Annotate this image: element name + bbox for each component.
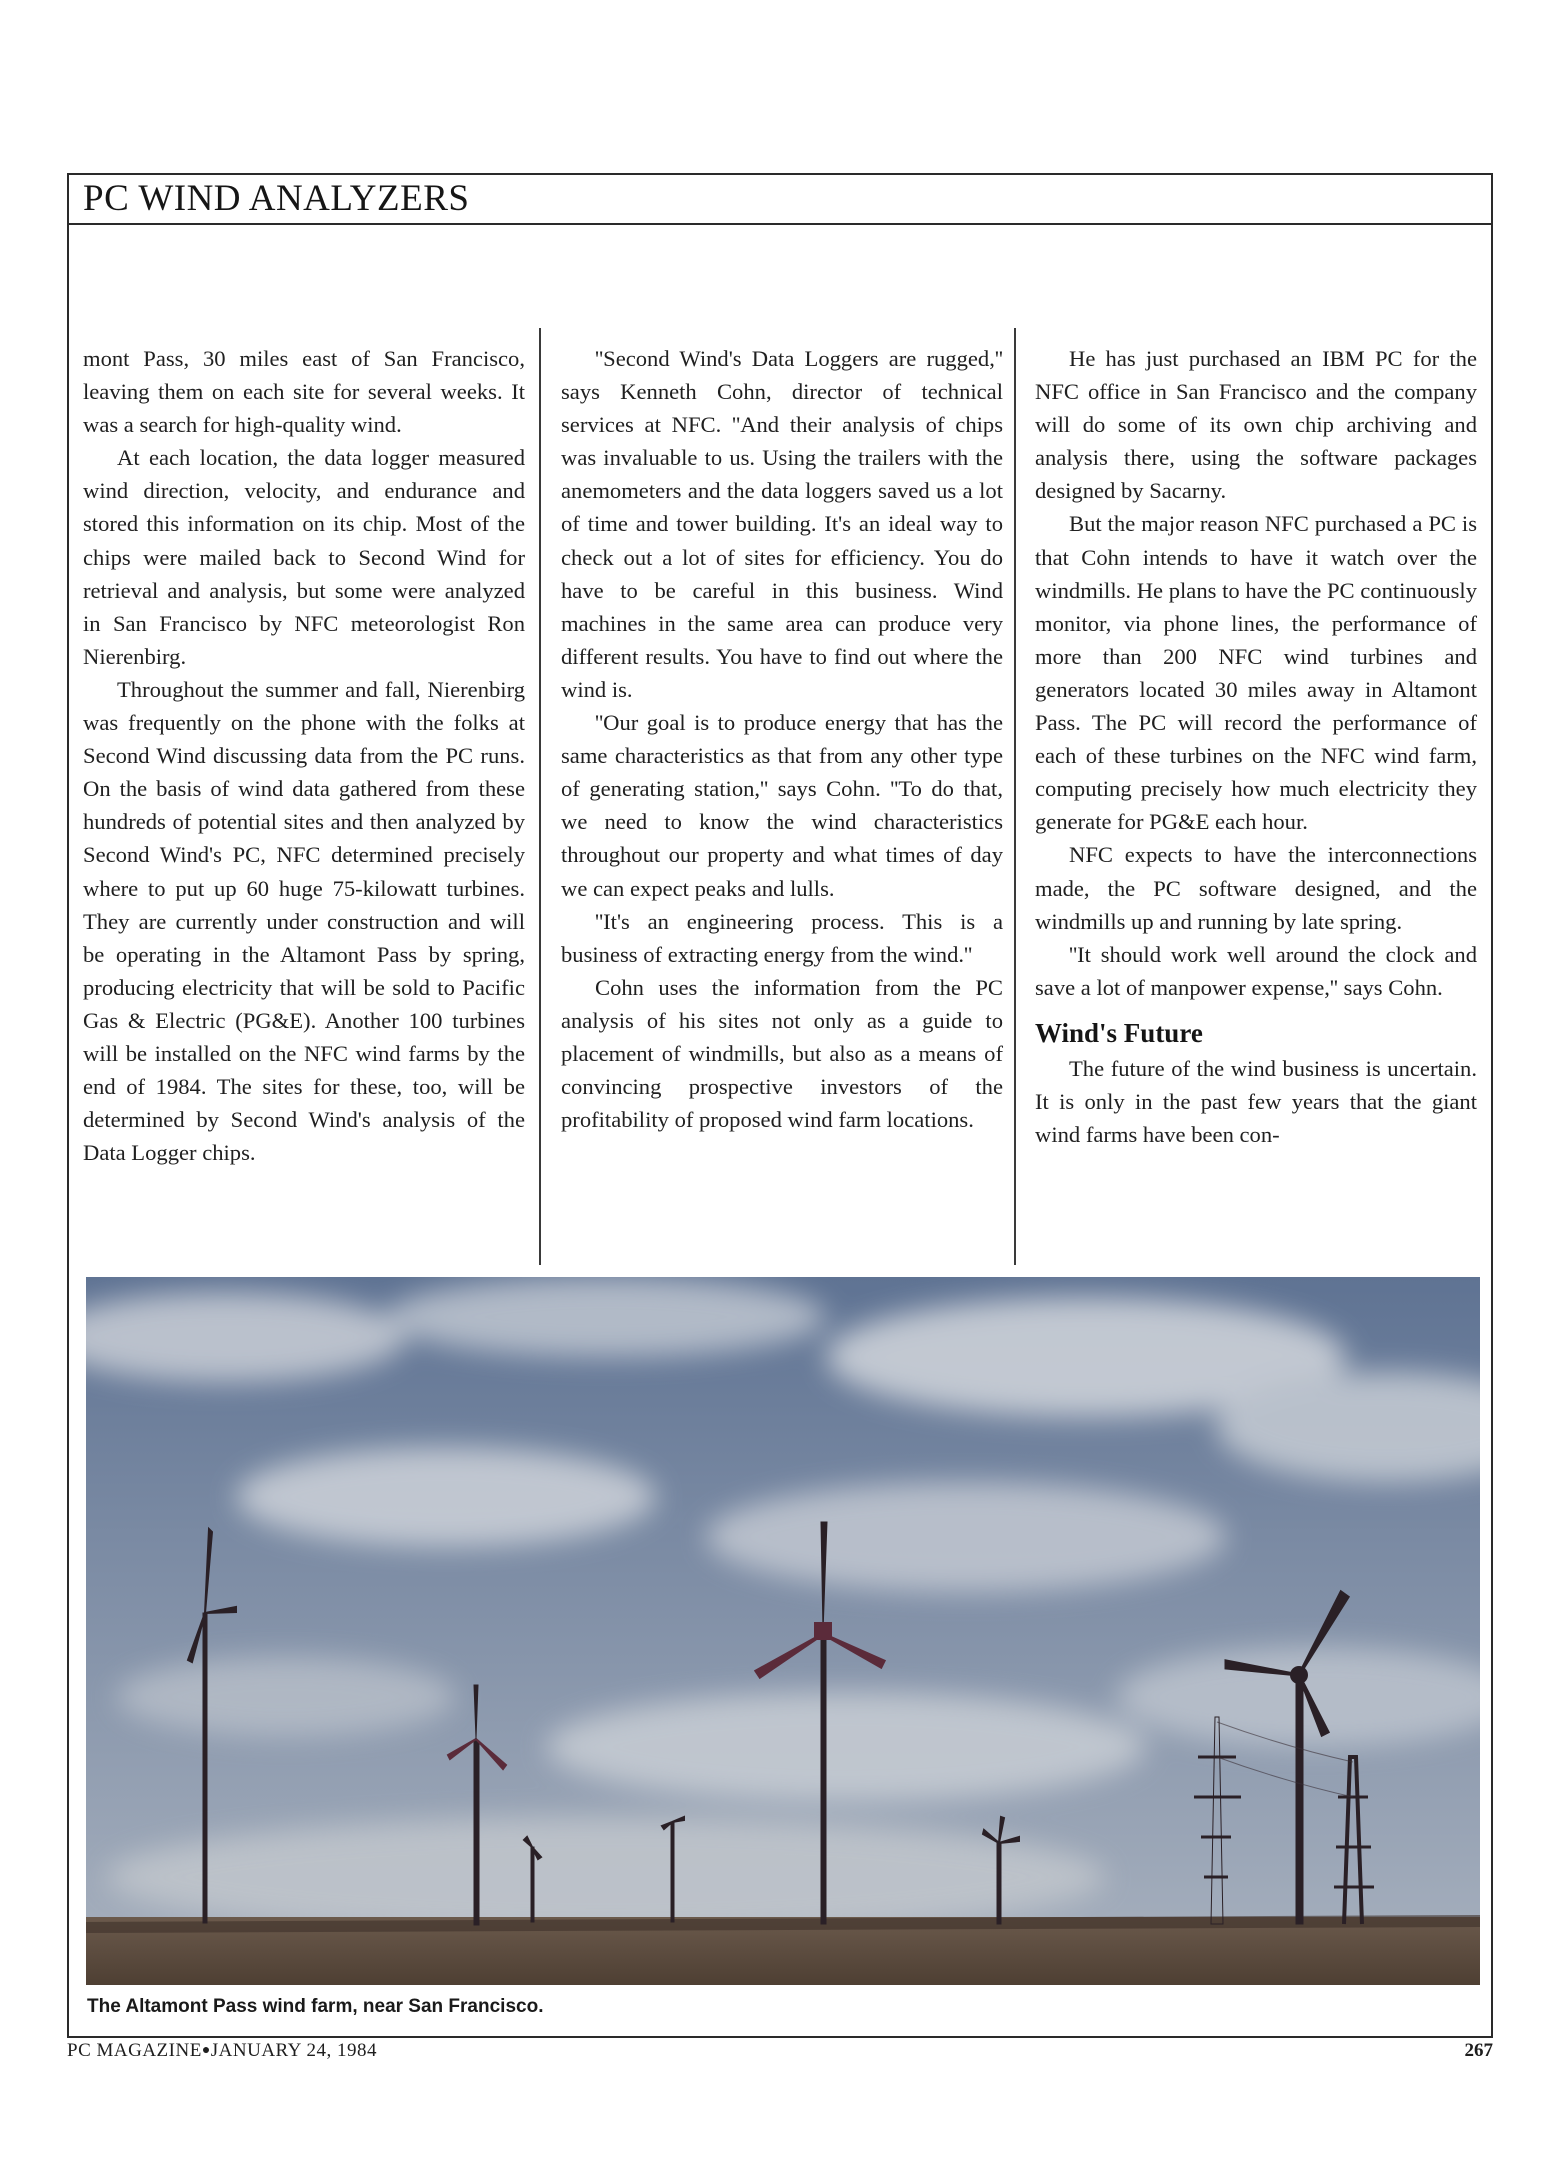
section-title: PC WIND ANALYZERS [83, 178, 470, 219]
paragraph: NFC expects to have the interconnections made, the PC software designed, and the windmills up and running by late spring. [1035, 842, 1477, 934]
section-header-bar [69, 175, 1491, 225]
paragraph: ''It's an engineering process. This is a business of extracting energy from the wind.'' [561, 908, 1003, 967]
paragraph: ''Second Wind's Data Loggers are rugged,'' says Kenneth Cohn, director of technical services at NFC. ''And their analysis of chips was invaluable to us. Using the trailers with the anemometers and the data loggers saved us a lot of time and tower building. It's an ideal way to check out a lot of sites for efficiency. You do have to be careful in this business. Wind machines in the same area can produce very different results. You have to find out where the wind is. [561, 346, 1003, 702]
paragraph: ''Our goal is to produce energy that has the same characteristics as that from any other type of generating station,'' says Cohn. ''To do that, we need to know the wind characteristics throughout our property and what times of day we can expect peaks and lulls. [561, 710, 1003, 901]
bullet-separator: ● [201, 2043, 211, 2058]
article-column-2 [561, 342, 1003, 1272]
paragraph: mont Pass, 30 miles east of San Francisco, leaving them on each site for several weeks. It was a search for high-quality wind. [83, 346, 525, 438]
footer-publication-line [67, 2040, 377, 2062]
photo-caption: The Altamont Pass wind farm, near San Francisco. [87, 1996, 544, 2017]
issue-date: JANUARY 24, 1984 [210, 2040, 377, 2061]
paragraph: The future of the wind business is uncertain. It is only in the past few years that the giant wind farms have been con- [1035, 1055, 1477, 1148]
publication-name: PC MAGAZINE [67, 2040, 202, 2061]
page-number: 267 [1464, 2040, 1493, 2061]
paragraph: ''It should work well around the clock and save a lot of manpower expense,'' says Cohn. [1035, 941, 1477, 1000]
paragraph: At each location, the data logger measured wind direction, velocity, and endurance and stored this information on its chip. Most of the chips were mailed back to Second Wind for retrieval and analysis, but some were analyzed in San Francisco by NFC meteorologist Ron Nierenbirg. [83, 445, 525, 669]
article-column-1 [83, 342, 525, 1272]
article-column-3 [1035, 342, 1477, 1272]
paragraph: Throughout the summer and fall, Nierenbirg was frequently on the phone with the folks at Second Wind discussing data from the PC runs. On the basis of wind data gathered from these hundreds of potential sites and then analyzed by Second Wind's PC, NFC determined precisely where to put up 60 huge 75-kilowatt turbines. They are currently under construction and will be operating in the Altamont Pass by spring, producing electricity that will be sold to Pacific Gas & Electric (PG&E). Another 100 turbines will be installed on the NFC wind farms by the end of 1984. The sites for these, too, will be determined by Second Wind's analysis of the Data Logger chips. [83, 676, 525, 1166]
paragraph: He has just purchased an IBM PC for the NFC office in San Francisco and the company will do some of its own chip archiving and analysis there, using the software packages designed by Sacarny. [1035, 346, 1477, 504]
paragraph: Cohn uses the information from the PC analysis of his sites not only as a guide to placement of windmills, but also as a means of convincing prospective investors of the profitability of proposed wind farm locations. [561, 974, 1003, 1133]
paragraph: But the major reason NFC purchased a PC is that Cohn intends to have it watch over the windmills. He plans to have the PC continuously monitor, via phone lines, the performance of more than 200 NFC wind turbines and generators located 30 miles away in Altamont Pass. The PC will record the performance of each of these turbines on the NFC wind farm, computing precisely how much electricity they generate for PG&E each hour. [1035, 511, 1477, 835]
wind-farm-photo [86, 1277, 1480, 1985]
column-divider [1014, 328, 1016, 1265]
subheading: Wind's Future [1035, 1017, 1203, 1048]
column-divider [539, 328, 541, 1265]
